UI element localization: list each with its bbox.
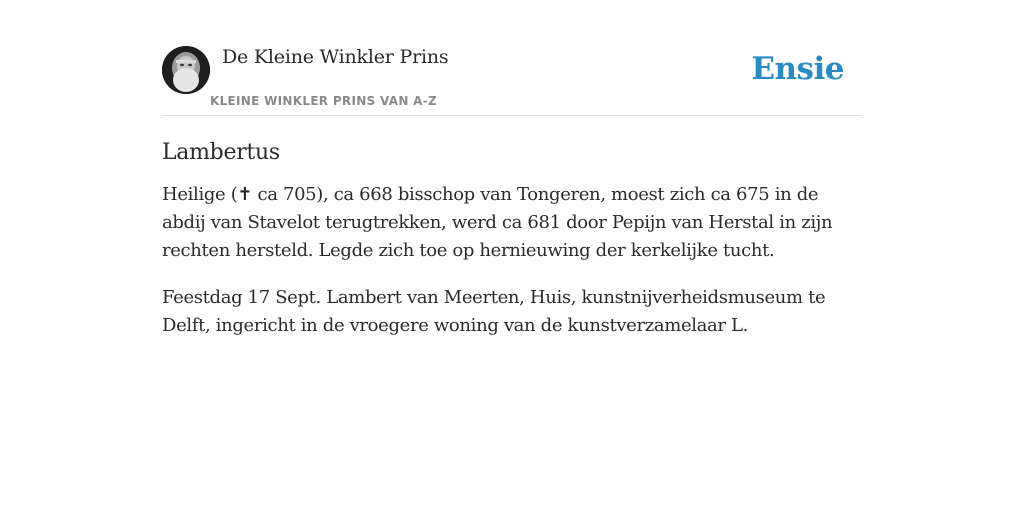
header — [162, 0, 862, 116]
book-title[interactable]: De Kleine Winkler Prins — [222, 46, 449, 68]
article-paragraph: Feestdag 17 Sept. Lambert van Meerten, Huis, kunstnijverheidsmuseum te Delft, ingericht in de vroegere woning van de kunstverzamelaar L. — [162, 287, 826, 336]
book-subtitle[interactable]: KLEINE WINKLER PRINS VAN A-Z — [210, 94, 438, 108]
article-paragraph: Heilige (✝ ca 705), ca 668 bisschop van Tongeren, moest zich ca 675 in de abdij van Stavelot terugtrekken, werd ca 681 door Pepijn van Herstal in zijn rechten hersteld. Legde zich toe op hernieuwing der kerkelijke tucht. — [162, 184, 833, 261]
article — [162, 140, 862, 359]
article-headword: Lambertus — [162, 140, 280, 165]
brand-logo[interactable]: Ensie — [751, 51, 844, 87]
author-avatar[interactable] — [162, 46, 210, 94]
portrait-image — [162, 46, 210, 94]
